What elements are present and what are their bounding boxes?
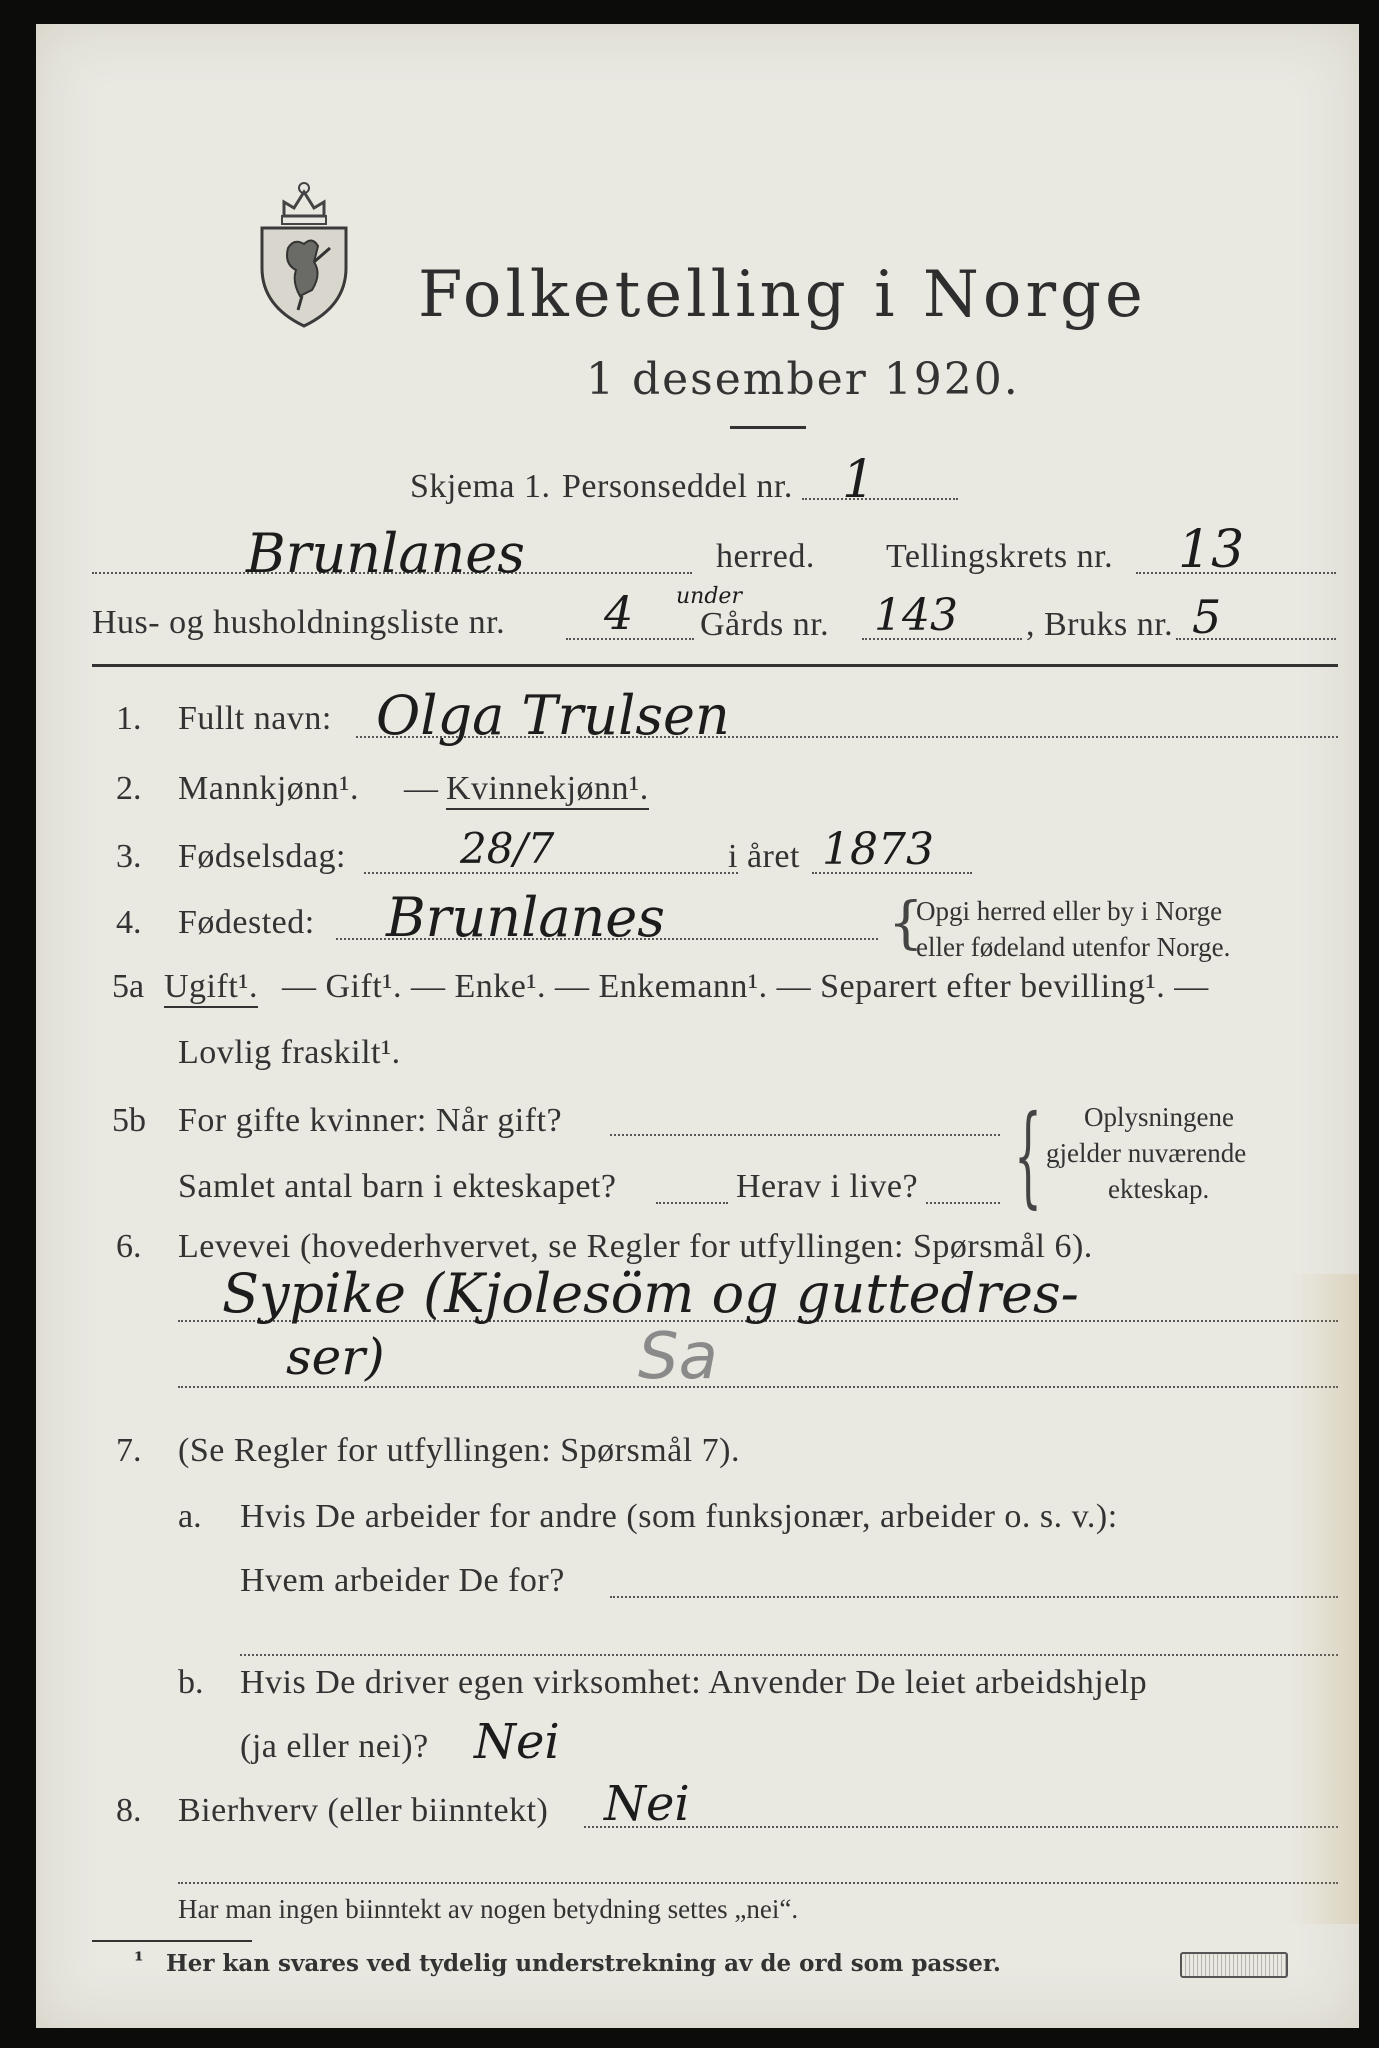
q5b-children-label: Samlet antal barn i ekteskapet? — [178, 1168, 617, 1205]
q8-label: Bierhverv (eller biinntekt) — [178, 1792, 549, 1829]
q7a-employer-label: Hvem arbeider De for? — [240, 1562, 565, 1599]
printer-stamp — [1180, 1952, 1288, 1978]
q4-note-line2: eller fødeland utenfor Norge. — [916, 932, 1231, 962]
tellingskrets-value: 13 — [1178, 520, 1245, 580]
q5b-alive-label: Herav i live? — [736, 1168, 919, 1205]
footnote-text: Her kan svares ved tydelig understrekning av de ord som passer. — [166, 1950, 1001, 1977]
q4-value: Brunlanes — [386, 886, 665, 949]
q7b-label: Hvis De driver egen virksomhet: Anvender De leiet arbeidshjelp — [240, 1664, 1148, 1701]
q5b-alive-line — [926, 1202, 1000, 1204]
q5a-number: 5a — [112, 968, 145, 1005]
schema-label: Skjema 1. — [410, 468, 551, 505]
footnote-mark: ¹ — [134, 1948, 144, 1974]
bruks-value: 5 — [1192, 590, 1222, 644]
q3-value: 28/7 — [460, 824, 555, 873]
q7-label: (Se Regler for utfyllingen: Spørsmål 7). — [178, 1432, 741, 1469]
herred-label: herred. — [716, 538, 815, 575]
q5b-note-line1: Oplysningene — [1084, 1102, 1234, 1132]
q3-number: 3. — [116, 838, 142, 875]
q8-value: Nei — [604, 1776, 690, 1832]
herred-value: Brunlanes — [246, 522, 525, 585]
personseddel-value: 1 — [842, 450, 876, 510]
q6-number: 6. — [116, 1228, 142, 1265]
q7b-answer-label: (ja eller nei)? — [240, 1728, 429, 1765]
tellingskrets-label: Tellingskrets nr. — [886, 538, 1114, 575]
q5b-children-line — [656, 1202, 728, 1204]
gards-value: 143 — [874, 590, 958, 641]
q2-number: 2. — [116, 770, 142, 807]
header-divider — [92, 664, 1338, 667]
gards-label: Gårds nr. — [700, 606, 830, 643]
q3-year-value: 1873 — [822, 824, 934, 875]
q4-label: Fødested: — [178, 904, 315, 941]
personseddel-label: Personseddel nr. — [562, 468, 793, 505]
bruks-label: , Bruks nr. — [1026, 606, 1174, 643]
q8-line — [584, 1826, 1338, 1828]
q1-number: 1. — [116, 700, 142, 737]
census-form-page — [36, 24, 1359, 2028]
q5b-brace: { — [1014, 1091, 1042, 1219]
q6-value-line1: Sypike (Kjolesöm og guttedres- — [222, 1262, 1079, 1325]
q4-note-line1: Opgi herred eller by i Norge — [916, 896, 1223, 926]
q2-female-option-underlined: Kvinnekjønn¹. — [446, 770, 649, 810]
q1-value: Olga Trulsen — [376, 684, 730, 747]
title-divider — [730, 426, 806, 429]
q7a-employer-line2 — [240, 1654, 1338, 1656]
hus-note: under — [676, 584, 742, 609]
q5b-when-line — [610, 1134, 1000, 1136]
q7a-employer-line — [610, 1596, 1338, 1598]
q3-year-label: i året — [728, 838, 800, 875]
q5b-number: 5b — [112, 1102, 146, 1139]
q2-male-option: Mannkjønn¹. — [178, 770, 359, 807]
footnote-divider — [92, 1940, 252, 1942]
hus-value: 4 — [604, 586, 634, 640]
q5b-label: For gifte kvinner: Når gift? — [178, 1102, 563, 1139]
q5b-note-line2: gjelder nuværende — [1046, 1138, 1247, 1168]
q5a-ugift-option-underlined: Ugift¹. — [164, 968, 258, 1008]
q7b-number: b. — [178, 1664, 204, 1701]
q7a-number: a. — [178, 1498, 202, 1535]
q4-number: 4. — [116, 904, 142, 941]
q8-number: 8. — [116, 1792, 142, 1829]
q5a-option-lovlig-fraskilt: Lovlig fraskilt¹. — [178, 1034, 401, 1071]
q8-line2 — [178, 1882, 1338, 1884]
q6-value-line2: ser) — [286, 1328, 385, 1386]
q6-line2 — [178, 1386, 1338, 1388]
q5a-options: — Gift¹. — Enke¹. — Enkemann¹. — Separert efter bevilling¹. — — [282, 968, 1209, 1005]
personseddel-line — [802, 498, 958, 500]
norwegian-coat-of-arms-icon — [254, 178, 354, 328]
hus-label: Hus- og husholdningsliste nr. — [92, 604, 506, 641]
q1-label: Fullt navn: — [178, 700, 332, 737]
q6-occupation-code: Sa — [638, 1320, 718, 1394]
q6-label: Levevei (hovederhvervet, se Regler for utfyllingen: Spørsmål 6). — [178, 1228, 1093, 1265]
q7-number: 7. — [116, 1432, 142, 1469]
q7a-label: Hvis De arbeider for andre (som funksjonær, arbeider o. s. v.): — [240, 1498, 1118, 1535]
q3-label: Fødselsdag: — [178, 838, 346, 875]
q7b-value: Nei — [474, 1714, 560, 1770]
q4-brace: { — [888, 891, 924, 956]
census-date: 1 desember 1920. — [586, 354, 1020, 405]
footer-note: Har man ingen biinntekt av nogen betydning settes „nei“. — [178, 1894, 799, 1924]
form-title: Folketelling i Norge — [418, 258, 1147, 332]
q2-dash: — — [404, 770, 439, 807]
q5b-note-line3: ekteskap. — [1108, 1174, 1210, 1204]
